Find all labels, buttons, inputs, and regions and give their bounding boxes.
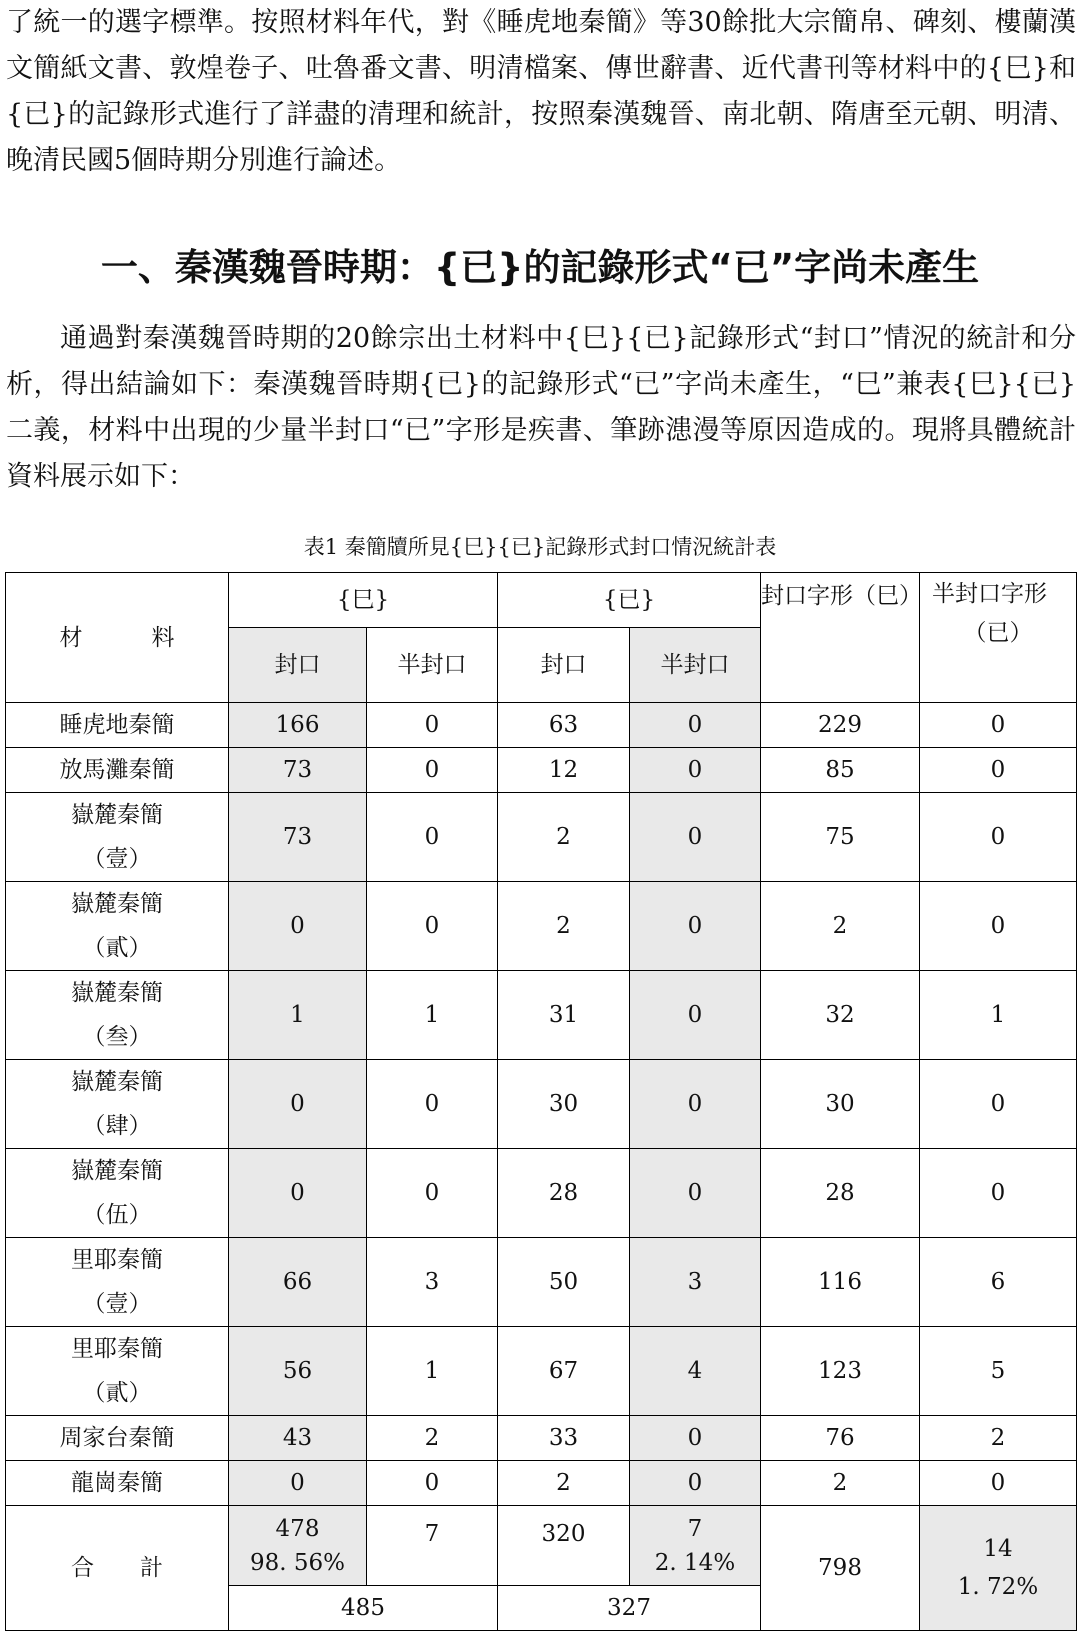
table-row bbox=[6, 1461, 1077, 1506]
body-paragraph: 通過對秦漢魏晉時期的20餘宗出土材料中{巳}{已}記錄形式“封口”情況的統計和分析，得出結論如下：秦漢魏晉時期{已}的記錄形式“已”字尚未產生，“巳”兼表{巳}{已}二義，材料中出現的少量半封口“已”字形是疾書、筆跡漶漫等原因造成的。現將具體統計資料展示如下： bbox=[6, 323, 1076, 492]
si-closed-cell: 166 bbox=[229, 703, 367, 748]
yi-closed-cell: 2 bbox=[498, 1461, 630, 1506]
si-sum-cell: 485 bbox=[229, 1586, 498, 1631]
header-half-form bbox=[920, 573, 1077, 703]
material-cell: 嶽麓秦簡 （肆） bbox=[6, 1060, 229, 1149]
closed-form-cell: 30 bbox=[761, 1060, 920, 1149]
material-cell: 龍崗秦簡 bbox=[6, 1461, 229, 1506]
si-closed-cell: 73 bbox=[229, 793, 367, 882]
yi-closed-cell: 2 bbox=[498, 882, 630, 971]
si-closed-cell: 0 bbox=[229, 882, 367, 971]
closed-form-cell: 229 bbox=[761, 703, 920, 748]
si-half-cell: 1 bbox=[367, 971, 498, 1060]
closed-form-cell: 85 bbox=[761, 748, 920, 793]
si-closed-cell: 73 bbox=[229, 748, 367, 793]
material-cell: 里耶秦簡 （壹） bbox=[6, 1238, 229, 1327]
table-row bbox=[6, 1416, 1077, 1461]
material-cell: 周家台秦簡 bbox=[6, 1416, 229, 1461]
si-half-cell: 0 bbox=[367, 748, 498, 793]
table-row bbox=[6, 1060, 1077, 1149]
closed-form-cell: 2 bbox=[761, 1461, 920, 1506]
material-cell: 嶽麓秦簡 （壹） bbox=[6, 793, 229, 882]
subheader-yi-closed: 封口 bbox=[498, 628, 630, 703]
material-cell: 嶽麓秦簡 （叁） bbox=[6, 971, 229, 1060]
si-half-cell: 0 bbox=[367, 793, 498, 882]
yi-closed-cell: 31 bbox=[498, 971, 630, 1060]
subheader-si-closed: 封口 bbox=[229, 628, 367, 703]
si-closed-cell: 0 bbox=[229, 1060, 367, 1149]
si-half-cell: 0 bbox=[367, 703, 498, 748]
table-row bbox=[6, 1238, 1077, 1327]
half-form-cell: 0 bbox=[920, 793, 1077, 882]
total-yi-closed: 320 bbox=[498, 1506, 630, 1586]
half-form-cell: 5 bbox=[920, 1327, 1077, 1416]
header-yi: {已} bbox=[498, 573, 761, 628]
half-form-cell: 0 bbox=[920, 703, 1077, 748]
closed-form-cell: 2 bbox=[761, 882, 920, 971]
yi-half-cell: 0 bbox=[630, 971, 761, 1060]
closed-form-cell: 75 bbox=[761, 793, 920, 882]
subheader-yi-half: 半封口 bbox=[630, 628, 761, 703]
yi-half-cell: 0 bbox=[630, 793, 761, 882]
closed-form-cell: 116 bbox=[761, 1238, 920, 1327]
si-half-cell: 0 bbox=[367, 1461, 498, 1506]
header-closed-form: 封口字形（巳） bbox=[761, 573, 920, 703]
yi-half-cell: 0 bbox=[630, 882, 761, 971]
yi-closed-cell: 33 bbox=[498, 1416, 630, 1461]
table-row bbox=[6, 793, 1077, 882]
si-closed-cell: 0 bbox=[229, 1149, 367, 1238]
half-form-cell: 0 bbox=[920, 1149, 1077, 1238]
table-row bbox=[6, 748, 1077, 793]
yi-closed-cell: 63 bbox=[498, 703, 630, 748]
si-closed-cell: 66 bbox=[229, 1238, 367, 1327]
si-closed-cell: 43 bbox=[229, 1416, 367, 1461]
yi-half-cell: 0 bbox=[630, 1149, 761, 1238]
total-si-closed: 478 98. 56% bbox=[229, 1506, 367, 1586]
yi-half-cell: 0 bbox=[630, 1461, 761, 1506]
header-half-form-line1: 半封口字形 bbox=[932, 581, 1047, 607]
total-closed-form: 798 bbox=[761, 1506, 920, 1631]
yi-closed-cell: 12 bbox=[498, 748, 630, 793]
material-cell: 睡虎地秦簡 bbox=[6, 703, 229, 748]
table-row bbox=[6, 882, 1077, 971]
header-half-form-line2: （已） bbox=[963, 620, 1033, 646]
table-row bbox=[6, 703, 1077, 748]
si-half-cell: 3 bbox=[367, 1238, 498, 1327]
table-row bbox=[6, 1327, 1077, 1416]
half-form-cell: 0 bbox=[920, 1461, 1077, 1506]
closed-form-cell: 32 bbox=[761, 971, 920, 1060]
si-half-cell: 2 bbox=[367, 1416, 498, 1461]
half-form-cell: 0 bbox=[920, 748, 1077, 793]
statistics-table bbox=[5, 572, 1077, 1631]
total-label: 合 計 bbox=[6, 1506, 229, 1631]
yi-half-cell: 3 bbox=[630, 1238, 761, 1327]
closed-form-cell: 28 bbox=[761, 1149, 920, 1238]
table-row bbox=[6, 1149, 1077, 1238]
half-form-cell: 1 bbox=[920, 971, 1077, 1060]
half-form-cell: 6 bbox=[920, 1238, 1077, 1327]
yi-closed-cell: 50 bbox=[498, 1238, 630, 1327]
section-heading: 一、秦漢魏晉時期：{已}的記錄形式“已”字尚未產生 bbox=[100, 246, 980, 289]
half-form-cell: 0 bbox=[920, 882, 1077, 971]
material-cell: 嶽麓秦簡 （伍） bbox=[6, 1149, 229, 1238]
closed-form-cell: 76 bbox=[761, 1416, 920, 1461]
si-closed-cell: 0 bbox=[229, 1461, 367, 1506]
si-half-cell: 0 bbox=[367, 1149, 498, 1238]
closed-form-cell: 123 bbox=[761, 1327, 920, 1416]
yi-closed-cell: 67 bbox=[498, 1327, 630, 1416]
half-form-cell: 0 bbox=[920, 1060, 1077, 1149]
header-material: 材 料 bbox=[6, 573, 229, 703]
material-cell: 放馬灘秦簡 bbox=[6, 748, 229, 793]
yi-half-cell: 0 bbox=[630, 703, 761, 748]
yi-sum-cell: 327 bbox=[498, 1586, 761, 1631]
material-cell: 里耶秦簡 （貳） bbox=[6, 1327, 229, 1416]
subheader-si-half: 半封口 bbox=[367, 628, 498, 703]
yi-half-cell: 4 bbox=[630, 1327, 761, 1416]
total-row bbox=[6, 1506, 1077, 1586]
yi-half-cell: 0 bbox=[630, 1416, 761, 1461]
total-yi-half: 7 2. 14% bbox=[630, 1506, 761, 1586]
yi-closed-cell: 28 bbox=[498, 1149, 630, 1238]
si-half-cell: 0 bbox=[367, 882, 498, 971]
table-caption: 表1 秦簡牘所見{巳}{已}記錄形式封口情況統計表 bbox=[303, 535, 777, 559]
material-cell: 嶽麓秦簡 （貳） bbox=[6, 882, 229, 971]
total-half-form: 14 1. 72% bbox=[920, 1506, 1077, 1631]
half-form-cell: 2 bbox=[920, 1416, 1077, 1461]
si-half-cell: 0 bbox=[367, 1060, 498, 1149]
si-closed-cell: 56 bbox=[229, 1327, 367, 1416]
yi-closed-cell: 2 bbox=[498, 793, 630, 882]
yi-half-cell: 0 bbox=[630, 748, 761, 793]
yi-closed-cell: 30 bbox=[498, 1060, 630, 1149]
header-si: {巳} bbox=[229, 573, 498, 628]
si-closed-cell: 1 bbox=[229, 971, 367, 1060]
si-half-cell: 1 bbox=[367, 1327, 498, 1416]
table-row bbox=[6, 971, 1077, 1060]
total-si-half: 7 bbox=[367, 1506, 498, 1586]
intro-paragraph: 了統一的選字標準。按照材料年代，對《睡虎地秦簡》等30餘批大宗簡帛、碑刻、樓蘭漢文簡紙文書、敦煌卷子、吐魯番文書、明清檔案、傳世辭書、近代書刊等材料中的{巳}和{已}的記錄形式進行了詳盡的清理和統計，按照秦漢魏晉、南北朝、隋唐至元朝、明清、晚清民國5個時期分別進行論述。 bbox=[6, 7, 1076, 176]
yi-half-cell: 0 bbox=[630, 1060, 761, 1149]
